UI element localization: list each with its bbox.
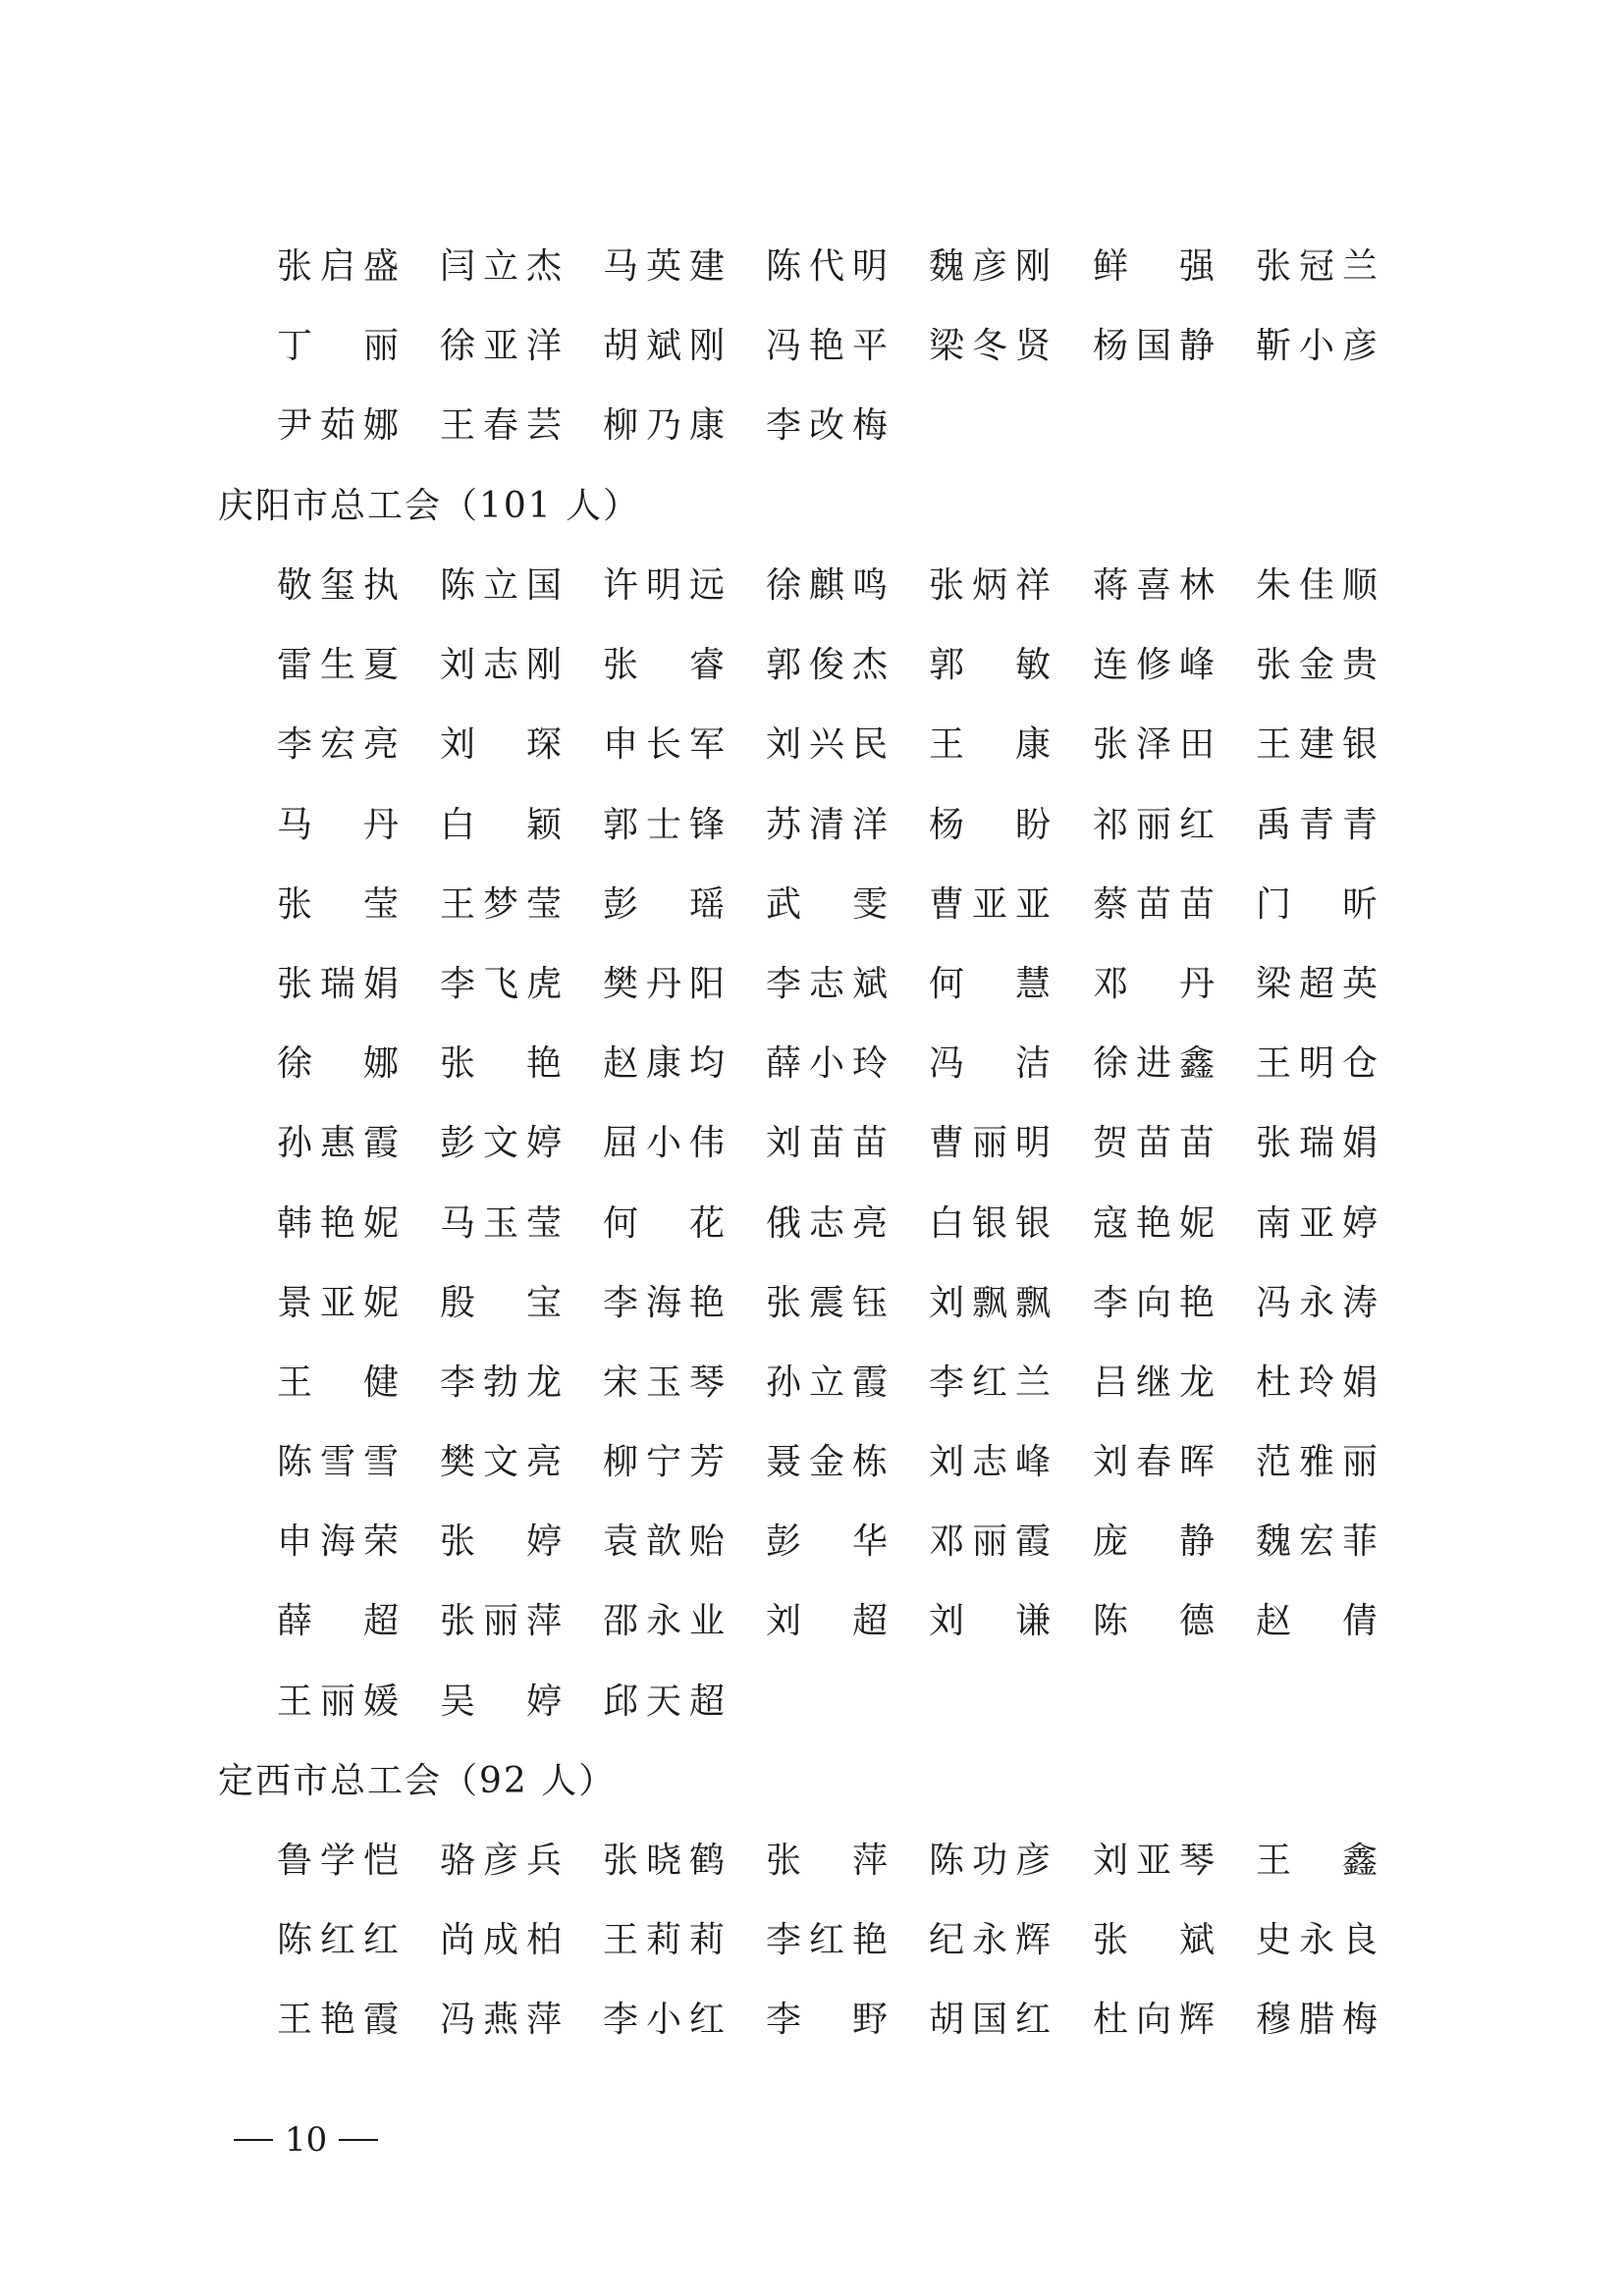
person-name: 曹 丽 明 (929, 1123, 1052, 1164)
person-name: 刘 超 (766, 1601, 889, 1642)
section-heading-qingyang: 庆阳市总工会（101 人） (218, 486, 641, 526)
person-name: 刘 飘 飘 (929, 1282, 1052, 1323)
person-name: 陈 德 (1093, 1601, 1216, 1642)
person-name: 范 雅 丽 (1256, 1442, 1379, 1483)
name-row (0, 955, 1623, 1035)
person-name: 徐 麒 鸣 (766, 565, 889, 606)
name-row (0, 1513, 1623, 1592)
person-name: 张 炳 祥 (929, 565, 1052, 606)
person-name: 马 英 建 (603, 246, 726, 287)
section-heading-dingxi: 定西市总工会（92 人） (218, 1761, 617, 1801)
person-name: 赵 倩 (1256, 1601, 1379, 1642)
person-name: 刘 琛 (440, 724, 563, 766)
name-row (0, 397, 1623, 476)
person-name: 庞 静 (1093, 1522, 1216, 1563)
person-name: 贺 苗 苗 (1093, 1123, 1216, 1164)
person-name: 李 宏 亮 (277, 724, 400, 766)
person-name: 王 梦 莹 (440, 883, 563, 925)
person-name: 俄 志 亮 (766, 1202, 889, 1244)
person-name: 刘 春 晖 (1093, 1442, 1216, 1483)
name-row (0, 1592, 1623, 1672)
name-row (0, 238, 1623, 317)
person-name: 王 艳 霞 (277, 2000, 400, 2041)
person-name: 李 飞 虎 (440, 963, 563, 1004)
person-name: 王 健 (277, 1362, 400, 1403)
person-name: 祁 丽 红 (1093, 804, 1216, 845)
person-name: 张 启 盛 (277, 246, 400, 287)
person-name: 吕 继 龙 (1093, 1362, 1216, 1403)
person-name: 冯 永 涛 (1256, 1282, 1379, 1323)
person-name: 陈 功 彦 (929, 1841, 1052, 1881)
person-name: 聂 金 栋 (766, 1442, 889, 1483)
name-row (0, 636, 1623, 716)
person-name: 尚 成 柏 (440, 1920, 563, 1961)
name-row (0, 1114, 1623, 1194)
person-name: 彭 华 (766, 1522, 889, 1563)
person-name: 魏 宏 菲 (1256, 1522, 1379, 1563)
person-name: 王 丽 媛 (277, 1681, 400, 1722)
name-list-qingyang (0, 557, 1623, 1752)
person-name: 张 艳 (440, 1043, 563, 1085)
name-row (0, 1832, 1623, 1911)
person-name: 禹 青 青 (1256, 804, 1379, 845)
name-list-dingxi (0, 1832, 1623, 2071)
person-name: 薛 小 玲 (766, 1043, 889, 1085)
person-name: 冯 燕 萍 (440, 2000, 563, 2041)
person-name: 鲜 强 (1093, 246, 1216, 287)
person-name: 吴 婷 (440, 1681, 563, 1722)
person-name: 徐 进 鑫 (1093, 1043, 1216, 1085)
person-name: 纪 永 辉 (929, 1920, 1052, 1961)
person-name: 张 金 贵 (1256, 645, 1379, 686)
person-name: 何 慧 (929, 963, 1052, 1004)
person-name: 陈 代 明 (766, 246, 889, 287)
name-row (0, 1673, 1623, 1752)
person-name: 胡 斌 刚 (603, 326, 726, 367)
person-name: 尹 茹 娜 (277, 405, 400, 447)
person-name: 宋 玉 琴 (603, 1362, 726, 1403)
person-name: 王 建 银 (1256, 724, 1379, 766)
person-name: 张 冠 兰 (1256, 246, 1379, 287)
person-name: 马 丹 (277, 804, 400, 845)
person-name: 杜 玲 娟 (1256, 1362, 1379, 1403)
person-name: 鲁 学 恺 (277, 1841, 400, 1881)
person-name: 李 红 兰 (929, 1362, 1052, 1403)
person-name: 朱 佳 顺 (1256, 565, 1379, 606)
person-name: 张 睿 (603, 645, 726, 686)
person-name: 李 向 艳 (1093, 1282, 1216, 1323)
person-name: 孙 惠 霞 (277, 1123, 400, 1164)
person-name: 李 志 斌 (766, 963, 889, 1004)
name-row (0, 1433, 1623, 1513)
person-name: 连 修 峰 (1093, 645, 1216, 686)
name-row (0, 1035, 1623, 1114)
person-name: 殷 宝 (440, 1282, 563, 1323)
person-name: 邓 丽 霞 (929, 1522, 1052, 1563)
person-name: 何 花 (603, 1202, 726, 1244)
person-name: 彭 文 婷 (440, 1123, 563, 1164)
person-name: 张 瑞 娟 (277, 963, 400, 1004)
person-name: 蒋 喜 林 (1093, 565, 1216, 606)
person-name: 薛 超 (277, 1601, 400, 1642)
person-name: 魏 彦 刚 (929, 246, 1052, 287)
person-name: 徐 亚 洋 (440, 326, 563, 367)
person-name: 杨 国 静 (1093, 326, 1216, 367)
person-name: 张 婷 (440, 1522, 563, 1563)
person-name: 柳 宁 芳 (603, 1442, 726, 1483)
name-row (0, 796, 1623, 876)
person-name: 雷 生 夏 (277, 645, 400, 686)
person-name: 郭 士 锋 (603, 804, 726, 845)
person-name: 李 勃 龙 (440, 1362, 563, 1403)
person-name: 李 红 艳 (766, 1920, 889, 1961)
page-footer (234, 2120, 378, 2160)
person-name: 胡 国 红 (929, 2000, 1052, 2041)
person-name: 刘 亚 琴 (1093, 1841, 1216, 1881)
name-row (0, 317, 1623, 397)
person-name: 王 康 (929, 724, 1052, 766)
person-name: 邱 天 超 (603, 1681, 726, 1722)
person-name: 郭 敏 (929, 645, 1052, 686)
person-name: 张 瑞 娟 (1256, 1123, 1379, 1164)
person-name: 门 昕 (1256, 883, 1379, 925)
person-name: 赵 康 均 (603, 1043, 726, 1085)
person-name: 曹 亚 亚 (929, 883, 1052, 925)
person-name: 靳 小 彦 (1256, 326, 1379, 367)
person-name: 白 颖 (440, 804, 563, 845)
person-name: 冯 艳 平 (766, 326, 889, 367)
person-name: 刘 志 峰 (929, 1442, 1052, 1483)
person-name: 孙 立 霞 (766, 1362, 889, 1403)
person-name: 武 雯 (766, 883, 889, 925)
person-name: 寇 艳 妮 (1093, 1202, 1216, 1244)
person-name: 白 银 银 (929, 1202, 1052, 1244)
person-name: 史 永 良 (1256, 1920, 1379, 1961)
person-name: 敬 玺 执 (277, 565, 400, 606)
person-name: 冯 洁 (929, 1043, 1052, 1085)
person-name: 苏 清 洋 (766, 804, 889, 845)
person-name: 梁 超 英 (1256, 963, 1379, 1004)
person-name: 柳 乃 康 (603, 405, 726, 447)
person-name: 刘 志 刚 (440, 645, 563, 686)
person-name: 刘 苗 苗 (766, 1123, 889, 1164)
person-name: 王 春 芸 (440, 405, 563, 447)
person-name: 骆 彦 兵 (440, 1841, 563, 1881)
person-name: 樊 丹 阳 (603, 963, 726, 1004)
person-name: 蔡 苗 苗 (1093, 883, 1216, 925)
person-name: 徐 娜 (277, 1043, 400, 1085)
person-name: 刘 谦 (929, 1601, 1052, 1642)
name-row (0, 1911, 1623, 1991)
person-name: 张 震 钰 (766, 1282, 889, 1323)
person-name: 李 野 (766, 2000, 889, 2041)
person-name: 王 明 仓 (1256, 1043, 1379, 1085)
name-row (0, 557, 1623, 636)
name-list-continued (0, 238, 1623, 477)
person-name: 张 晓 鹤 (603, 1841, 726, 1881)
person-name: 张 泽 田 (1093, 724, 1216, 766)
person-name: 王 鑫 (1256, 1841, 1379, 1881)
person-name: 韩 艳 妮 (277, 1202, 400, 1244)
person-name: 袁 歆 贻 (603, 1522, 726, 1563)
person-name: 张 萍 (766, 1841, 889, 1881)
person-name: 彭 瑶 (603, 883, 726, 925)
person-name: 李 改 梅 (766, 405, 889, 447)
person-name: 杨 盼 (929, 804, 1052, 845)
name-row (0, 1274, 1623, 1354)
name-row (0, 876, 1623, 955)
person-name: 刘 兴 民 (766, 724, 889, 766)
person-name: 李 小 红 (603, 2000, 726, 2041)
person-name: 樊 文 亮 (440, 1442, 563, 1483)
page-number: 10 (285, 2120, 328, 2160)
name-row (0, 1354, 1623, 1433)
person-name: 张 斌 (1093, 1920, 1216, 1961)
person-name: 郭 俊 杰 (766, 645, 889, 686)
person-name: 邵 永 业 (603, 1601, 726, 1642)
footer-dash-right (339, 2139, 378, 2141)
person-name: 景 亚 妮 (277, 1282, 400, 1323)
person-name: 王 莉 莉 (603, 1920, 726, 1961)
person-name: 陈 立 国 (440, 565, 563, 606)
person-name: 杜 向 辉 (1093, 2000, 1216, 2041)
person-name: 南 亚 婷 (1256, 1202, 1379, 1244)
name-row (0, 1991, 1623, 2070)
person-name: 申 长 军 (603, 724, 726, 766)
person-name: 陈 红 红 (277, 1920, 400, 1961)
name-row (0, 716, 1623, 795)
footer-dash-left (234, 2139, 273, 2141)
person-name: 马 玉 莹 (440, 1202, 563, 1244)
person-name: 邓 丹 (1093, 963, 1216, 1004)
name-row (0, 1195, 1623, 1274)
person-name: 李 海 艳 (603, 1282, 726, 1323)
person-name: 闫 立 杰 (440, 246, 563, 287)
person-name: 申 海 荣 (277, 1522, 400, 1563)
person-name: 许 明 远 (603, 565, 726, 606)
person-name: 张 莹 (277, 883, 400, 925)
person-name: 丁 丽 (277, 326, 400, 367)
person-name: 陈 雪 雪 (277, 1442, 400, 1483)
person-name: 梁 冬 贤 (929, 326, 1052, 367)
person-name: 屈 小 伟 (603, 1123, 726, 1164)
person-name: 穆 腊 梅 (1256, 2000, 1379, 2041)
person-name: 张 丽 萍 (440, 1601, 563, 1642)
